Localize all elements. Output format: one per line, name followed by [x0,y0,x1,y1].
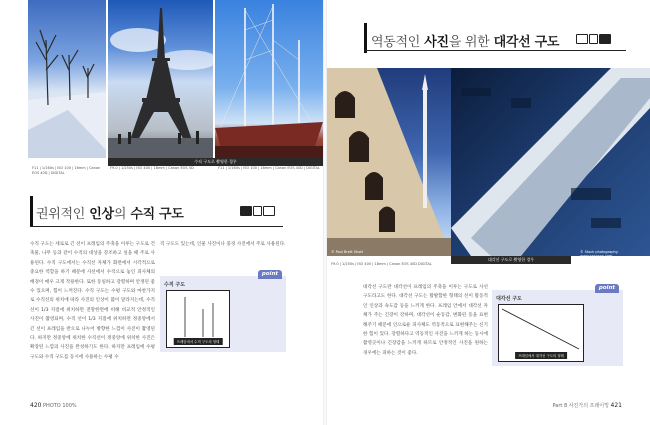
body-text: 대각선 구도란 대각선이 프레임의 주축을 이루는 구도로 사선 구도라고도 한다. 대각선 구도는 활발함한 형태의 선이 활동적인 인상과 속도감 등을 느끼게 한다. 프레임 안에서 대각선 자체가 주는 긴장이 강하며, 대각선이 순동감, 변화된 동을 표현해주기 때문에 인으로운 피사체도 역동적으로 표현해주는 신기한 힘이 있다. 강렬하다고 역동적인 사진을 느끼게 하는 동시에 촬영곳이나 긴장감을 느끼게 하므로 안정적인 사진을 원하는 경우에는 피하는 것이 좋다. [363,285,488,356]
body-text: 직 구도도 있는데, 인물 사진이나 풍경 사진에서 주로 사용된다. [160,242,286,247]
right-photo-caption: 대각선 구도로 촬영한 경우 [451,256,571,264]
heading-bar [364,23,367,53]
aerial-diagonal-photo [451,68,650,256]
exif-info: F9.0 | 1/250s | ISO 400 | 18mm | Canon EOS 40D DIGITAL [331,262,432,266]
exif-info: F11 | 1/160s | ISO 100 | 16mm | Canon EOS 40D | DIGITAL [218,166,320,170]
diagonal-diagram [498,304,584,362]
section-title-diagonal: 역동적인 사진을 위한 대각선 구도 [371,35,560,50]
portrait-frame-icon [589,34,598,44]
point-tab: point [258,270,282,279]
heading-rule [364,50,626,51]
footer-right [552,402,622,409]
page-number: 421 [610,402,622,409]
frame-icons [576,34,611,44]
point-title: 대각선 구도 [496,296,522,302]
point-title: 수직 구도 [164,282,186,288]
diagram-caption: 프레임에서 대각선 구도의 형태 [515,352,567,359]
exif-info: F11 | 1/160s | ISO 100 | 16mm | Canon EOS 40D | DIGITAL [32,166,101,175]
exif-info: F9.0 | 1/250s | ISO 400 | 18mm | Canon EOS 5D [110,166,194,170]
section-title-vertical: 권위적인 인상의 수직 구도 [36,207,184,222]
part-name: Part 8 사진가의 프레이밍 [552,403,609,409]
photo-credit: © Stock photography. www.xxxxxxx.com [580,250,619,258]
diagram-caption: 프레임에서 수직 구도의 형태 [174,338,223,345]
point-tab: point [595,284,619,293]
page-number: 420 [30,402,42,409]
photo-credit: © Paul Brett Shott [331,250,364,254]
body-text: 수직 구도는 세로로 긴 선이 프레임의 주축을 이루는 구도로 건축물, 나무 등과 같이 수직의 대상을 강조하고 싶을 때 주로 사용된다. 수직 구도에서는 수직선 자체가 화면에서 시각적으로 중요한 역할을 하기 때문에 사선에서 수직으로 놓인 피사체의 배경이 매우 크게 작용한다. 또한 동일하고 강렬하며 안정된 좋 수 있으며, 힘이 느껴진다. 수직 구도는 수평 구도와 마찬가지로 수직선의 위치에 따라 사진의 인상이 많이 달라지는데, 수직선이 1/3 지점에 위치하면 전망한면에 비해 비교적 안정적인 사진이 촬영되며, 수직 선이 1/3 지점에 위치하면 정중앙에서 긴 선이 프레임을 반으로 나누어 방향한 느낌이 사진이 촬영된다. 하지만 정중앙에 위치한 수직선이 정중앙에 위치한 사진은 확장된 느낌의 사진을 완성하기도 한다. 하지만 프레임에 수평 구도와 수직 구도를 동시에 사용하는 수평 수 [30,242,155,360]
left-photo-caption: 수직 구도로 촬영한 경우 [108,158,323,166]
magazine-name: PHOTO 100% [43,403,77,409]
point-box-diagonal [492,285,623,366]
mosque-arches-photo [327,68,451,256]
camera-frame-icon [599,34,611,44]
landscape-frame-icon [576,34,588,44]
